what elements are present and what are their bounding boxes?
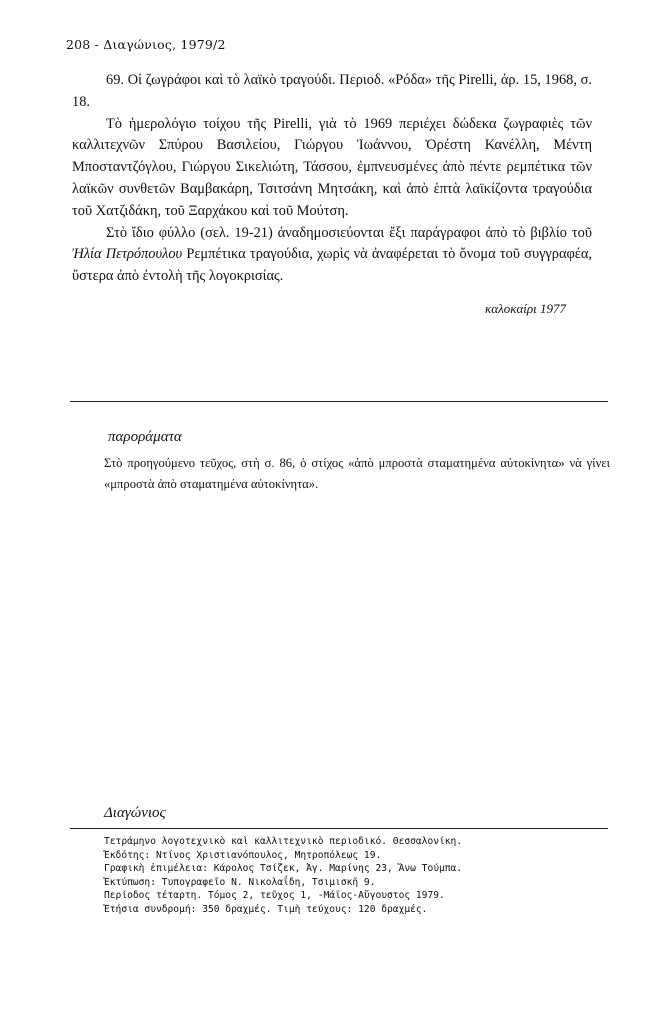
colophon-line: Τετράμηνο λογοτεχνικὸ καὶ καλλιτεχνικὸ περιοδικό. Θεσσαλονίκη. [104,836,463,847]
entry-paragraph-1: Τὸ ἡμερολόγιο τοίχου τῆς Pirelli, γιὰ τὸ 1969 περιέχει δώδεκα ζωγραφιὲς τῶν καλλιτεχνῶν Σπύρου Βασιλείου, Γιώργου Ἰωάννου, Ὀρέστη Κανέλλη, Μέντη Μποσταντζόγλου, Γιώργου Σικελιώτη, Τάσσου, ἐμπνευσμένες ἀπὸ πέντε ρεμπέτικα τῶν λαϊκῶν συνθετῶν Βαμβακάρη, Τσιτσάνη Μητσάκη, καὶ ἀπὸ ἑπτὰ λαϊκίζοντα τραγούδια τοῦ Χατζιδάκη, τοῦ Ξαρχάκου καὶ τοῦ Μούτση. [72,115,592,219]
signature-date: καλοκαίρι 1977 [485,300,566,316]
article-entry [72,70,592,320]
entry-heading: 69. Οἱ ζωγράφοι καὶ τὸ λαϊκὸ τραγούδι. Περιοδ. «Ρόδα» τῆς Pirelli, ἀρ. 15, 1968, σ. 18. [72,72,592,110]
paragraph-2-text-before: Στὸ ἴδιο φύλλο (σελ. 19-21) ἀναδημοσιεύονται ἔξι παράγραφοι ἀπὸ τὸ βιβλίο τοῦ [106,224,592,241]
errata-heading: παροράματα [108,429,182,445]
journal-name: Διαγώνιος [104,805,166,821]
author-name: Ἠλία Πετρόπουλου [72,246,183,263]
paragraph-2-text-after: Ρεμπέτικα τραγούδια, χωρὶς νὰ ἀναφέρεται τὸ ὄνομα τοῦ συγγραφέα, ὕστερα ἀπὸ ἐντολὴ τῆς λογοκρισίας. [72,246,592,285]
running-head: 208 - Διαγώνιος, 1979/2 [66,37,226,52]
colophon-line: Ἐκδότης: Ντίνος Χριστιανόπουλος, Μητροπόλεως 19. [104,849,382,861]
colophon-line: Ἐτήσια συνδρομή: 350 δραχμές. Τιμὴ τεύχους: 120 δραχμές. [104,903,428,915]
section-divider [70,401,608,402]
colophon-line: Ἐκτύπωση: Τυπογραφεῖο Ν. Νικολαΐδη, Τσιμισκῆ 9. [104,876,376,888]
colophon-line: Γραφικὴ ἐπιμέλεια: Κάρολος Τσίζεκ, Ἀγ. Μαρίνης 23, Ἄνω Τούμπα. [104,863,463,875]
errata-text [104,453,610,495]
errata-paragraph: Στὸ προηγούμενο τεῦχος, στὴ σ. 86, ὁ στίχος «ἀπὸ μπροστὰ σταματημένα αὐτοκίνητα» νὰ γίνει «μπροστὰ ἀπὸ σταματημένα αὐτοκίνητα». [104,456,610,491]
colophon-line: Περίοδος τέταρτη. Τόμος 2, τεῦχος 1, -Μάϊος-Αὔγουστος 1979. [104,890,445,902]
footer-divider [70,828,608,829]
entry-paragraph-2 [72,223,592,288]
colophon [104,835,604,917]
